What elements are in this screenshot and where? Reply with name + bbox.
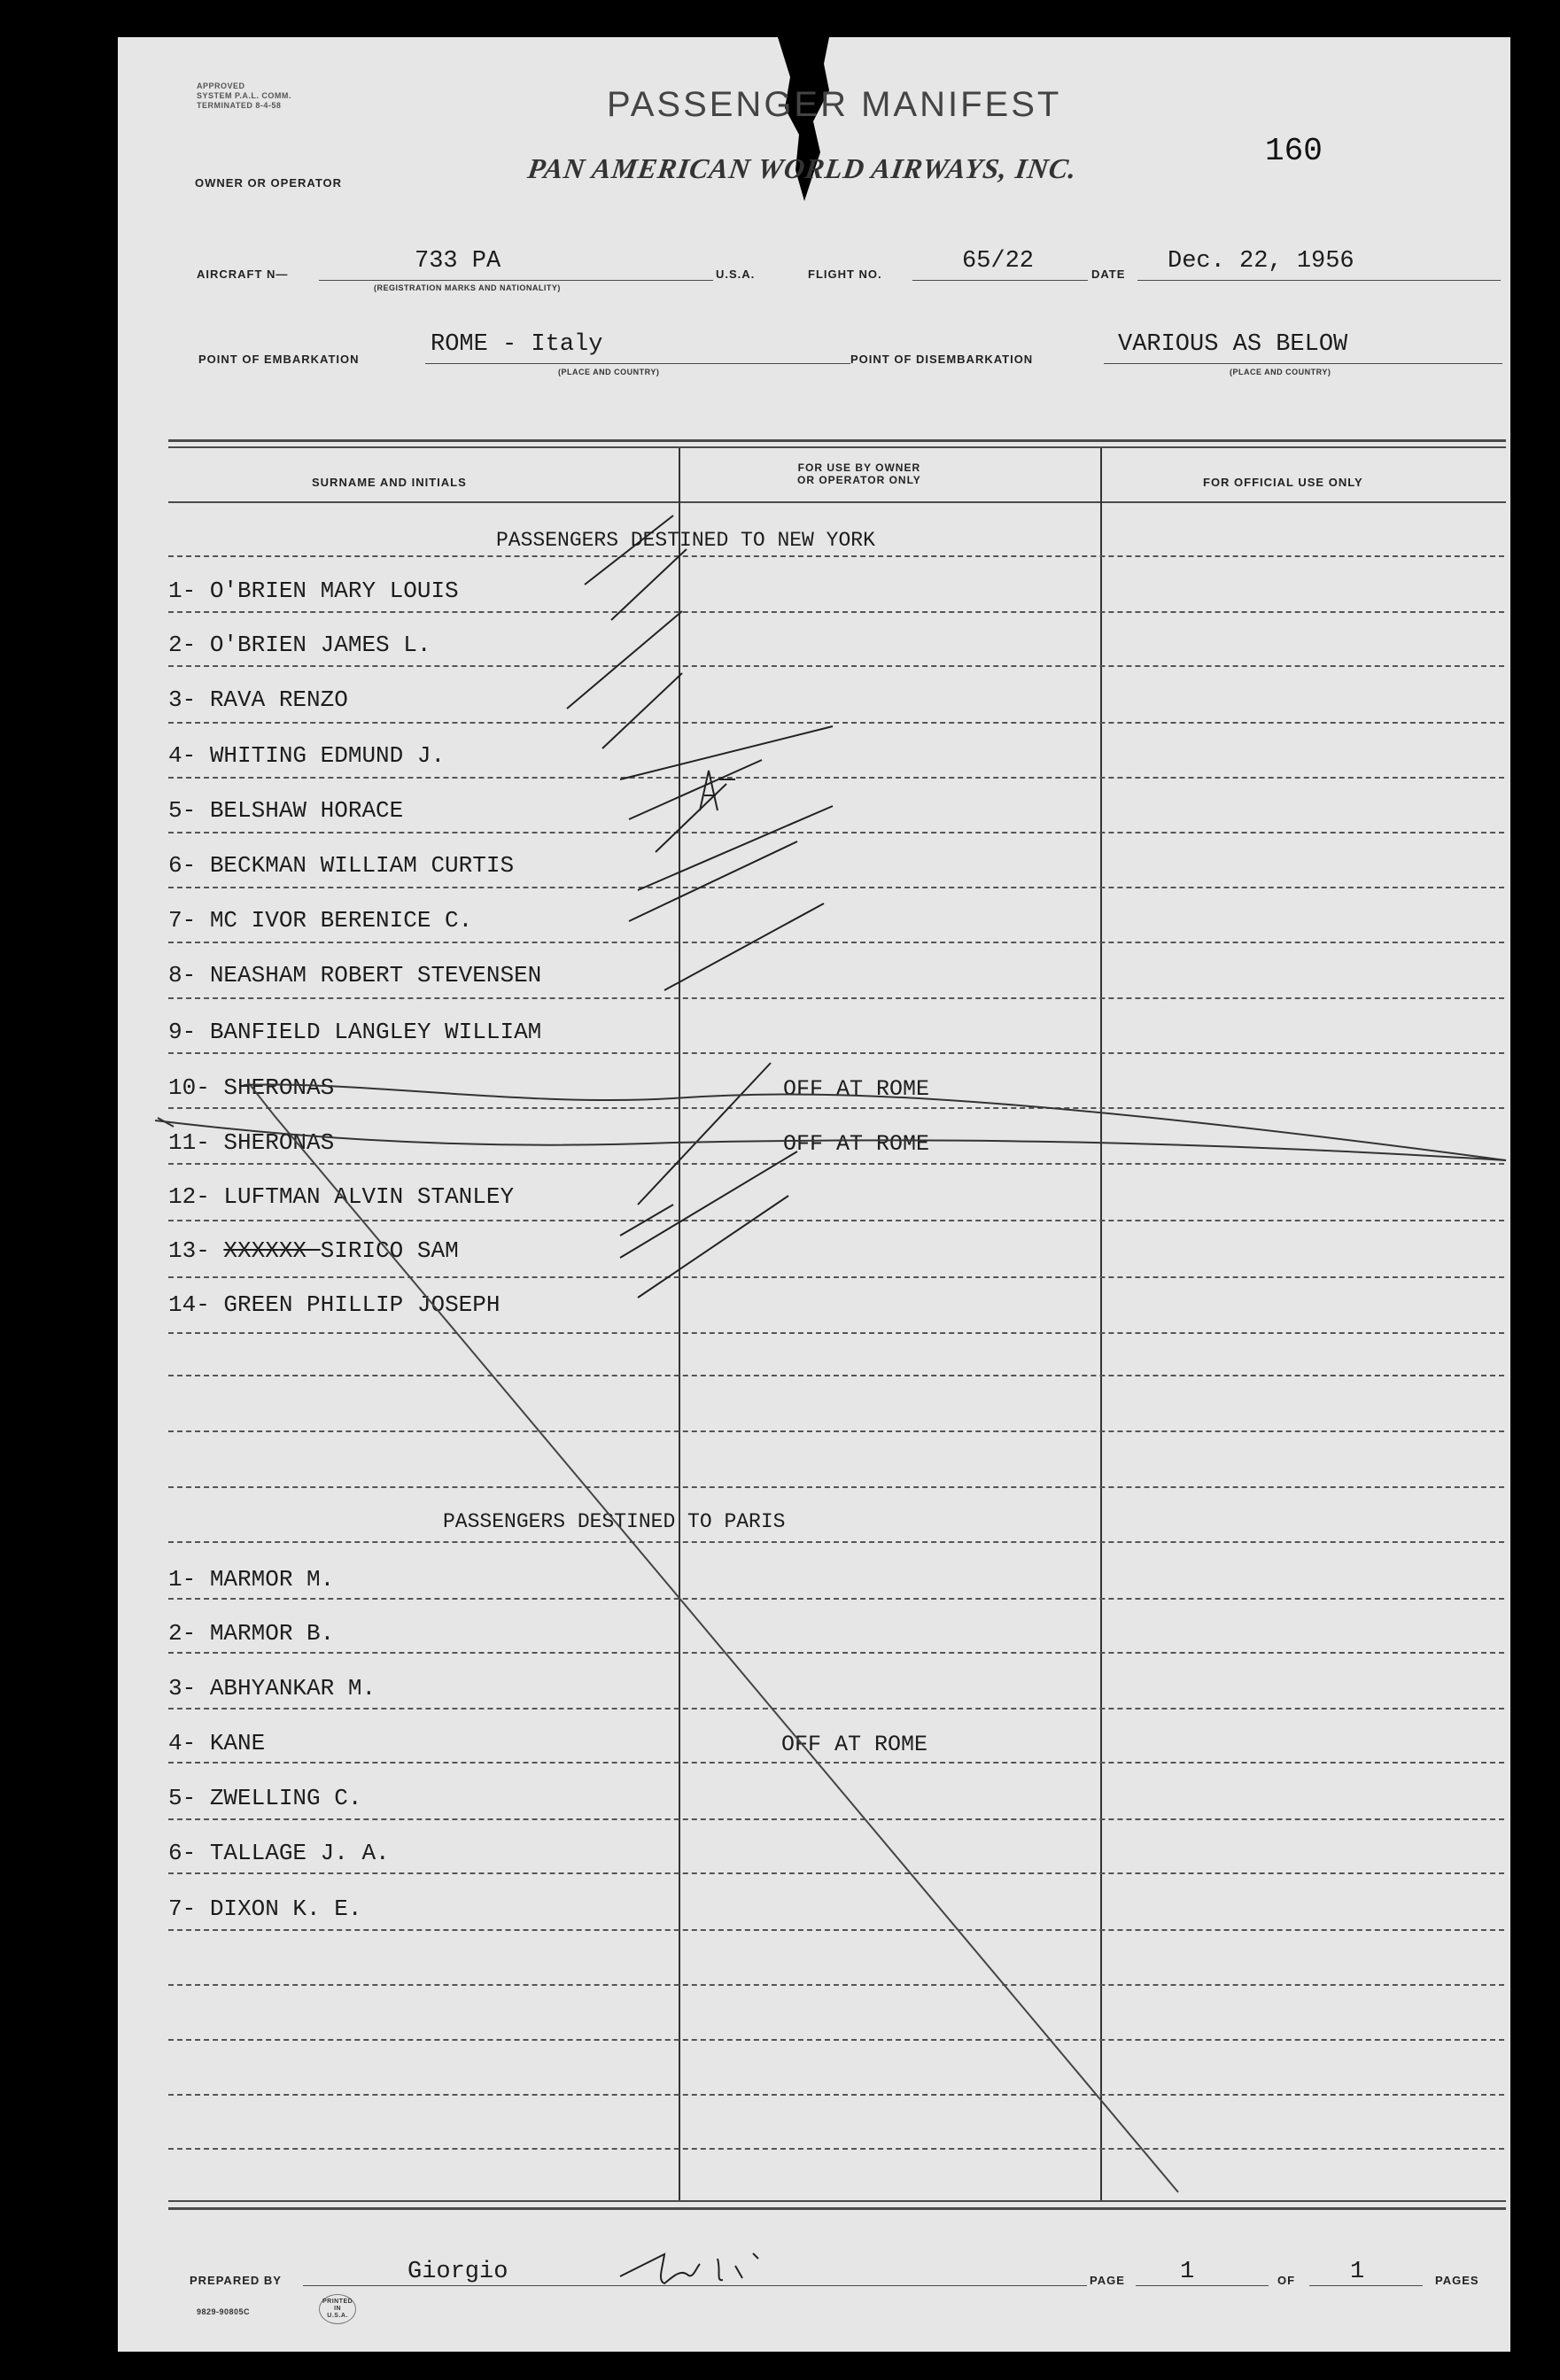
owner-operator-label: OWNER OR OPERATOR — [195, 176, 343, 190]
struck-text: XXXXXX — [223, 1237, 321, 1264]
row-number: 7- — [168, 1895, 210, 1922]
row-number: 4- — [168, 742, 210, 769]
row-number: 2- — [168, 632, 210, 658]
company-name: PAN AMERICAN WORLD AIRWAYS, INC. — [525, 152, 1080, 184]
flight-no-value: 65/22 — [962, 248, 1035, 275]
passenger-name: BECKMAN WILLIAM CURTIS — [209, 852, 515, 879]
row-number: 14- — [168, 1291, 224, 1318]
of-value: 1 — [1350, 2259, 1365, 2285]
printed-stamp: PRINTED IN U.S.A. — [319, 2294, 356, 2324]
row-number: 9- — [168, 1019, 210, 1045]
check-marks — [567, 516, 833, 1298]
aircraft-value: 733 PA — [415, 248, 501, 275]
passenger-name: MARMOR M. — [209, 1566, 335, 1593]
flight-no-label: FLIGHT NO. — [808, 267, 882, 281]
passenger-name: WHITING EDMUND J. — [209, 742, 446, 769]
form-title: PASSENGER MANIFEST — [607, 85, 1062, 124]
passenger-name: O'BRIEN MARY LOUIS — [209, 578, 459, 604]
approval-stamp: APPROVED SYSTEM P.A.L. COMM. TERMINATED 8-4-58 — [197, 81, 291, 110]
paris-heading: PASSENGERS DESTINED TO PARIS — [443, 1510, 786, 1533]
passenger-name: MC IVOR BERENICE C. — [209, 907, 473, 934]
embarkation-value: ROME - Italy — [431, 331, 603, 358]
form-code: 9829-90805C — [197, 2307, 251, 2316]
row-number: 4- — [168, 1730, 210, 1756]
row-number: 1- — [168, 578, 210, 604]
row-number: 11- — [168, 1129, 224, 1156]
passenger-name: BANFIELD LANGLEY WILLIAM — [209, 1019, 542, 1045]
row-number: 13- — [168, 1237, 224, 1264]
new-york-heading: PASSENGERS DESTINED TO NEW YORK — [496, 529, 875, 552]
row-number: 8- — [168, 962, 210, 988]
prepared-by-label: PREPARED BY — [190, 2274, 282, 2287]
row-number: 5- — [168, 797, 210, 824]
passenger-name: ABHYANKAR M. — [209, 1675, 376, 1702]
disembarkation-sublabel: (PLACE AND COUNTRY) — [1230, 368, 1331, 376]
row-number: 10- — [168, 1074, 224, 1101]
column-header-owner-use: FOR USE BY OWNER OR OPERATOR ONLY — [797, 461, 921, 486]
passenger-name: LUFTMAN ALVIN STANLEY — [223, 1183, 515, 1210]
passenger-name: TALLAGE J. A. — [209, 1840, 390, 1866]
embarkation-label: POINT OF EMBARKATION — [198, 353, 360, 366]
wavy-strike-11 — [155, 1120, 1506, 1160]
passenger-name: DIXON K. E. — [209, 1895, 362, 1922]
passenger-name: MARMOR B. — [209, 1620, 335, 1647]
disposition-note: OFF AT ROME — [781, 1732, 928, 1757]
row-number: 5- — [168, 1785, 210, 1811]
disposition-note: OFF AT ROME — [783, 1131, 930, 1157]
row-number: 7- — [168, 907, 210, 934]
passenger-name: ZWELLING C. — [209, 1785, 362, 1811]
disembarkation-label: POINT OF DISEMBARKATION — [850, 353, 1034, 366]
disposition-note: OFF AT ROME — [783, 1076, 930, 1102]
passenger-name: SHERONAS — [223, 1074, 335, 1101]
row-number: 12- — [168, 1183, 224, 1210]
passenger-name: BELSHAW HORACE — [209, 797, 404, 824]
aircraft-sublabel: (REGISTRATION MARKS AND NATIONALITY) — [374, 283, 561, 292]
passenger-name: RAVA RENZO — [209, 686, 348, 713]
page-value: 1 — [1180, 2259, 1195, 2285]
row-number: 2- — [168, 1620, 210, 1647]
row-number: 6- — [168, 1840, 210, 1866]
row-number: 1- — [168, 1566, 210, 1593]
aircraft-label: AIRCRAFT N— — [197, 267, 289, 281]
row-number: 6- — [168, 852, 210, 879]
row-number: 3- — [168, 686, 210, 713]
page-number: 160 — [1265, 133, 1323, 169]
date-value: Dec. 22, 1956 — [1168, 248, 1354, 275]
diagonal-line — [248, 1082, 1178, 2192]
passenger-name: KANE — [209, 1730, 266, 1756]
column-header-official: FOR OFFICIAL USE ONLY — [1203, 476, 1363, 489]
passenger-name: SHERONAS — [223, 1129, 335, 1156]
passenger-name: NEASHAM ROBERT STEVENSEN — [209, 962, 542, 988]
passenger-name: GREEN PHILLIP JOSEPH — [223, 1291, 501, 1318]
passenger-name: O'BRIEN JAMES L. — [209, 632, 431, 658]
of-label: OF — [1277, 2274, 1296, 2287]
passenger-name: SIRICO SAM — [320, 1237, 459, 1264]
column-header-name: SURNAME AND INITIALS — [312, 476, 467, 489]
pages-label: PAGES — [1435, 2274, 1479, 2287]
embarkation-sublabel: (PLACE AND COUNTRY) — [558, 368, 660, 376]
date-label: DATE — [1091, 267, 1126, 281]
usa-label: U.S.A. — [716, 267, 756, 281]
disembarkation-value: VARIOUS AS BELOW — [1118, 331, 1348, 358]
row-number: 3- — [168, 1675, 210, 1702]
page-label: PAGE — [1090, 2274, 1125, 2287]
prepared-by-value: Giorgio — [407, 2259, 508, 2285]
wavy-strike-10 — [244, 1084, 1506, 1160]
